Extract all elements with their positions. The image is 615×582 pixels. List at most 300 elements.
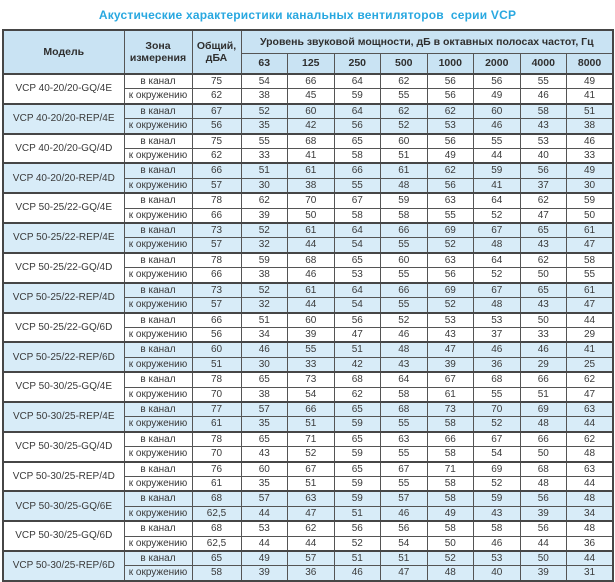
table-row [3, 313, 613, 328]
freq-header: 500 [381, 54, 428, 75]
level-cell: 52 [427, 298, 474, 313]
total-db-cell: 62 [192, 89, 241, 104]
level-cell: 42 [288, 119, 335, 134]
level-cell: 34 [241, 327, 288, 342]
level-cell: 71 [427, 462, 474, 477]
level-cell: 54 [288, 387, 335, 402]
total-db-cell: 66 [192, 268, 241, 283]
zone-cell: в канал [124, 372, 192, 387]
level-cell: 33 [241, 149, 288, 164]
model-name-cell: VCP 50-25/22-REP/4D [3, 283, 124, 313]
level-cell: 53 [474, 551, 521, 566]
level-cell: 47 [567, 238, 614, 253]
level-cell: 53 [427, 119, 474, 134]
level-cell: 46 [334, 566, 381, 581]
level-cell: 49 [567, 74, 614, 89]
level-cell: 48 [474, 298, 521, 313]
table-header [3, 30, 613, 74]
level-cell: 66 [334, 163, 381, 178]
level-cell: 58 [567, 253, 614, 268]
total-db-cell: 78 [192, 372, 241, 387]
model-name-cell: VCP 50-30/25-REP/6D [3, 551, 124, 581]
level-cell: 67 [427, 372, 474, 387]
level-cell: 63 [567, 462, 614, 477]
level-cell: 63 [427, 253, 474, 268]
level-cell: 68 [474, 372, 521, 387]
level-cell: 50 [567, 208, 614, 223]
level-cell: 32 [241, 238, 288, 253]
level-cell: 62 [520, 253, 567, 268]
zone-cell: в канал [124, 402, 192, 417]
level-cell: 59 [567, 193, 614, 208]
zone-cell: в канал [124, 313, 192, 328]
level-cell: 60 [381, 134, 428, 149]
level-cell: 36 [567, 536, 614, 551]
zone-cell: к окружению [124, 536, 192, 551]
total-db-cell: 66 [192, 208, 241, 223]
level-cell: 56 [427, 134, 474, 149]
level-cell: 50 [427, 536, 474, 551]
level-cell: 56 [334, 119, 381, 134]
model-name-cell: VCP 50-25/22-GQ/4D [3, 253, 124, 283]
acoustic-table [2, 29, 614, 582]
level-cell: 46 [520, 342, 567, 357]
level-cell: 59 [334, 476, 381, 491]
level-cell: 48 [381, 342, 428, 357]
level-cell: 55 [381, 417, 428, 432]
level-cell: 29 [567, 327, 614, 342]
level-cell: 47 [520, 208, 567, 223]
level-cell: 36 [474, 357, 521, 372]
level-cell: 38 [241, 268, 288, 283]
level-cell: 59 [334, 491, 381, 506]
level-cell: 48 [381, 178, 428, 193]
level-cell: 32 [241, 298, 288, 313]
level-cell: 62 [427, 104, 474, 119]
zone-cell: в канал [124, 134, 192, 149]
freq-header: 125 [288, 54, 335, 75]
level-cell: 51 [241, 313, 288, 328]
level-cell: 47 [427, 342, 474, 357]
table-row [3, 342, 613, 357]
level-cell: 63 [567, 402, 614, 417]
freq-header: 2000 [474, 54, 521, 75]
level-cell: 64 [334, 223, 381, 238]
level-cell: 59 [381, 193, 428, 208]
table-row [3, 521, 613, 536]
level-cell: 55 [474, 387, 521, 402]
total-db-cell: 61 [192, 417, 241, 432]
zone-cell: к окружению [124, 327, 192, 342]
zone-cell: к окружению [124, 447, 192, 462]
zone-cell: к окружению [124, 178, 192, 193]
level-cell: 63 [288, 491, 335, 506]
model-name-cell: VCP 40-20/20-GQ/4E [3, 74, 124, 104]
level-cell: 43 [520, 119, 567, 134]
level-cell: 58 [427, 417, 474, 432]
header-zone: Зона измерения [124, 30, 192, 74]
level-cell: 44 [520, 536, 567, 551]
zone-cell: в канал [124, 253, 192, 268]
level-cell: 41 [567, 342, 614, 357]
total-db-cell: 51 [192, 357, 241, 372]
total-db-cell: 76 [192, 462, 241, 477]
zone-cell: к окружению [124, 417, 192, 432]
level-cell: 66 [288, 402, 335, 417]
level-cell: 51 [334, 551, 381, 566]
level-cell: 58 [334, 208, 381, 223]
level-cell: 31 [567, 566, 614, 581]
table-row [3, 551, 613, 566]
level-cell: 58 [427, 476, 474, 491]
level-cell: 47 [381, 566, 428, 581]
level-cell: 52 [381, 119, 428, 134]
level-cell: 58 [520, 104, 567, 119]
level-cell: 58 [334, 149, 381, 164]
level-cell: 55 [474, 134, 521, 149]
level-cell: 68 [288, 253, 335, 268]
level-cell: 34 [567, 506, 614, 521]
level-cell: 35 [241, 476, 288, 491]
level-cell: 54 [474, 447, 521, 462]
zone-cell: в канал [124, 521, 192, 536]
level-cell: 37 [520, 178, 567, 193]
level-cell: 41 [474, 178, 521, 193]
level-cell: 55 [381, 447, 428, 462]
level-cell: 70 [474, 402, 521, 417]
level-cell: 55 [288, 342, 335, 357]
header-octave-group: Уровень звуковой мощности, дБ в октавных полосах частот, Гц [241, 30, 613, 54]
model-name-cell: VCP 50-25/22-REP/6D [3, 342, 124, 372]
level-cell: 60 [474, 104, 521, 119]
level-cell: 60 [241, 462, 288, 477]
level-cell: 65 [241, 432, 288, 447]
total-db-cell: 66 [192, 313, 241, 328]
total-db-cell: 57 [192, 238, 241, 253]
total-db-cell: 78 [192, 253, 241, 268]
level-cell: 68 [334, 372, 381, 387]
level-cell: 67 [288, 462, 335, 477]
level-cell: 68 [288, 134, 335, 149]
level-cell: 67 [474, 432, 521, 447]
total-db-cell: 70 [192, 447, 241, 462]
freq-header: 250 [334, 54, 381, 75]
level-cell: 55 [427, 208, 474, 223]
level-cell: 66 [381, 283, 428, 298]
level-cell: 43 [474, 506, 521, 521]
level-cell: 54 [241, 74, 288, 89]
level-cell: 49 [427, 149, 474, 164]
level-cell: 40 [520, 149, 567, 164]
level-cell: 43 [241, 447, 288, 462]
level-cell: 61 [288, 283, 335, 298]
level-cell: 46 [381, 506, 428, 521]
total-db-cell: 66 [192, 163, 241, 178]
level-cell: 35 [241, 119, 288, 134]
table-row [3, 283, 613, 298]
level-cell: 48 [520, 476, 567, 491]
level-cell: 48 [474, 238, 521, 253]
zone-cell: к окружению [124, 208, 192, 223]
level-cell: 58 [427, 447, 474, 462]
level-cell: 67 [334, 193, 381, 208]
table-row [3, 253, 613, 268]
model-name-cell: VCP 50-30/25-GQ/4E [3, 372, 124, 402]
level-cell: 52 [241, 283, 288, 298]
model-name-cell: VCP 40-20/20-GQ/4D [3, 134, 124, 164]
table-row [3, 432, 613, 447]
level-cell: 61 [381, 163, 428, 178]
level-cell: 48 [567, 521, 614, 536]
level-cell: 58 [474, 521, 521, 536]
level-cell: 62 [567, 432, 614, 447]
level-cell: 62 [381, 104, 428, 119]
zone-cell: в канал [124, 491, 192, 506]
level-cell: 53 [474, 313, 521, 328]
level-cell: 52 [474, 208, 521, 223]
zone-cell: к окружению [124, 476, 192, 491]
level-cell: 64 [381, 372, 428, 387]
level-cell: 55 [381, 89, 428, 104]
level-cell: 63 [427, 193, 474, 208]
model-name-cell: VCP 50-30/25-REP/4E [3, 402, 124, 432]
total-db-cell: 56 [192, 119, 241, 134]
zone-cell: к окружению [124, 149, 192, 164]
level-cell: 50 [520, 447, 567, 462]
level-cell: 52 [427, 551, 474, 566]
level-cell: 56 [381, 521, 428, 536]
level-cell: 38 [241, 89, 288, 104]
level-cell: 61 [288, 223, 335, 238]
level-cell: 64 [474, 193, 521, 208]
level-cell: 50 [520, 268, 567, 283]
level-cell: 53 [427, 313, 474, 328]
table-body [3, 74, 613, 581]
level-cell: 51 [334, 506, 381, 521]
level-cell: 56 [520, 163, 567, 178]
table-row [3, 372, 613, 387]
zone-cell: в канал [124, 163, 192, 178]
total-db-cell: 78 [192, 193, 241, 208]
total-db-cell: 75 [192, 74, 241, 89]
level-cell: 64 [474, 253, 521, 268]
total-db-cell: 73 [192, 223, 241, 238]
level-cell: 39 [288, 327, 335, 342]
level-cell: 53 [520, 134, 567, 149]
level-cell: 58 [427, 521, 474, 536]
model-name-cell: VCP 50-25/22-GQ/4E [3, 193, 124, 223]
level-cell: 44 [288, 238, 335, 253]
level-cell: 55 [381, 238, 428, 253]
level-cell: 55 [520, 74, 567, 89]
level-cell: 46 [474, 536, 521, 551]
level-cell: 49 [567, 163, 614, 178]
freq-header: 63 [241, 54, 288, 75]
level-cell: 56 [427, 268, 474, 283]
level-cell: 38 [241, 387, 288, 402]
level-cell: 69 [427, 223, 474, 238]
zone-cell: к окружению [124, 238, 192, 253]
level-cell: 43 [381, 357, 428, 372]
level-cell: 33 [288, 357, 335, 372]
level-cell: 30 [567, 178, 614, 193]
model-name-cell: VCP 50-30/25-GQ/6D [3, 521, 124, 551]
level-cell: 39 [520, 566, 567, 581]
level-cell: 69 [474, 462, 521, 477]
level-cell: 53 [241, 521, 288, 536]
model-name-cell: VCP 40-20/20-REP/4D [3, 163, 124, 193]
total-db-cell: 75 [192, 134, 241, 149]
level-cell: 54 [334, 298, 381, 313]
level-cell: 46 [474, 119, 521, 134]
level-cell: 61 [288, 163, 335, 178]
level-cell: 51 [381, 149, 428, 164]
header-model: Модель [3, 30, 124, 74]
level-cell: 62 [567, 372, 614, 387]
level-cell: 59 [334, 447, 381, 462]
table-row [3, 491, 613, 506]
level-cell: 35 [241, 417, 288, 432]
level-cell: 73 [427, 402, 474, 417]
zone-cell: к окружению [124, 298, 192, 313]
total-db-cell: 57 [192, 178, 241, 193]
level-cell: 40 [474, 566, 521, 581]
total-db-cell: 77 [192, 402, 241, 417]
level-cell: 56 [427, 74, 474, 89]
level-cell: 29 [520, 357, 567, 372]
level-cell: 58 [381, 208, 428, 223]
level-cell: 69 [520, 402, 567, 417]
level-cell: 58 [427, 491, 474, 506]
level-cell: 66 [520, 372, 567, 387]
level-cell: 44 [288, 536, 335, 551]
total-db-cell: 70 [192, 387, 241, 402]
level-cell: 44 [241, 506, 288, 521]
total-db-cell: 68 [192, 491, 241, 506]
level-cell: 54 [381, 536, 428, 551]
total-db-cell: 73 [192, 283, 241, 298]
total-db-cell: 58 [192, 566, 241, 581]
zone-cell: в канал [124, 462, 192, 477]
level-cell: 46 [288, 268, 335, 283]
zone-cell: в канал [124, 104, 192, 119]
level-cell: 52 [474, 268, 521, 283]
level-cell: 46 [241, 342, 288, 357]
level-cell: 52 [474, 417, 521, 432]
level-cell: 66 [520, 432, 567, 447]
level-cell: 59 [474, 163, 521, 178]
table-row [3, 134, 613, 149]
table-row [3, 104, 613, 119]
level-cell: 55 [567, 268, 614, 283]
level-cell: 44 [567, 417, 614, 432]
level-cell: 66 [288, 74, 335, 89]
level-cell: 46 [474, 342, 521, 357]
table-row [3, 402, 613, 417]
level-cell: 44 [567, 476, 614, 491]
model-name-cell: VCP 50-30/25-GQ/4D [3, 432, 124, 462]
level-cell: 47 [334, 327, 381, 342]
zone-cell: в канал [124, 283, 192, 298]
level-cell: 57 [241, 491, 288, 506]
level-cell: 57 [381, 491, 428, 506]
level-cell: 62 [288, 521, 335, 536]
freq-header: 4000 [520, 54, 567, 75]
level-cell: 56 [334, 313, 381, 328]
level-cell: 65 [520, 283, 567, 298]
total-db-cell: 67 [192, 104, 241, 119]
level-cell: 61 [567, 283, 614, 298]
level-cell: 56 [520, 491, 567, 506]
level-cell: 65 [520, 223, 567, 238]
level-cell: 46 [520, 89, 567, 104]
level-cell: 44 [474, 149, 521, 164]
level-cell: 68 [381, 402, 428, 417]
table-row [3, 74, 613, 89]
level-cell: 38 [567, 119, 614, 134]
level-cell: 55 [381, 476, 428, 491]
zone-cell: к окружению [124, 357, 192, 372]
level-cell: 59 [334, 89, 381, 104]
level-cell: 65 [334, 432, 381, 447]
level-cell: 46 [381, 327, 428, 342]
level-cell: 60 [381, 253, 428, 268]
level-cell: 60 [288, 104, 335, 119]
level-cell: 44 [241, 536, 288, 551]
level-cell: 51 [241, 163, 288, 178]
table-row [3, 193, 613, 208]
level-cell: 52 [241, 223, 288, 238]
level-cell: 46 [567, 134, 614, 149]
level-cell: 64 [334, 74, 381, 89]
level-cell: 56 [474, 74, 521, 89]
level-cell: 59 [334, 417, 381, 432]
level-cell: 39 [427, 357, 474, 372]
level-cell: 33 [567, 149, 614, 164]
total-db-cell: 68 [192, 521, 241, 536]
level-cell: 37 [474, 327, 521, 342]
level-cell: 39 [241, 208, 288, 223]
level-cell: 54 [334, 238, 381, 253]
level-cell: 57 [288, 551, 335, 566]
level-cell: 56 [334, 521, 381, 536]
total-db-cell: 56 [192, 327, 241, 342]
level-cell: 41 [567, 89, 614, 104]
model-name-cell: VCP 50-25/22-REP/4E [3, 223, 124, 253]
model-name-cell: VCP 50-25/22-GQ/6D [3, 313, 124, 343]
level-cell: 48 [567, 491, 614, 506]
level-cell: 33 [520, 327, 567, 342]
freq-header: 1000 [427, 54, 474, 75]
page-title: Акустические характеристики канальных вентиляторов серии VCP [98, 8, 517, 22]
level-cell: 56 [427, 178, 474, 193]
level-cell: 39 [520, 506, 567, 521]
level-cell: 65 [334, 134, 381, 149]
level-cell: 51 [288, 417, 335, 432]
zone-cell: в канал [124, 551, 192, 566]
total-db-cell: 60 [192, 342, 241, 357]
level-cell: 41 [288, 149, 335, 164]
level-cell: 39 [241, 566, 288, 581]
total-db-cell: 61 [192, 476, 241, 491]
total-db-cell: 62,5 [192, 506, 241, 521]
level-cell: 48 [567, 447, 614, 462]
level-cell: 64 [334, 104, 381, 119]
level-cell: 44 [567, 551, 614, 566]
zone-cell: в канал [124, 432, 192, 447]
level-cell: 30 [241, 357, 288, 372]
level-cell: 50 [288, 208, 335, 223]
